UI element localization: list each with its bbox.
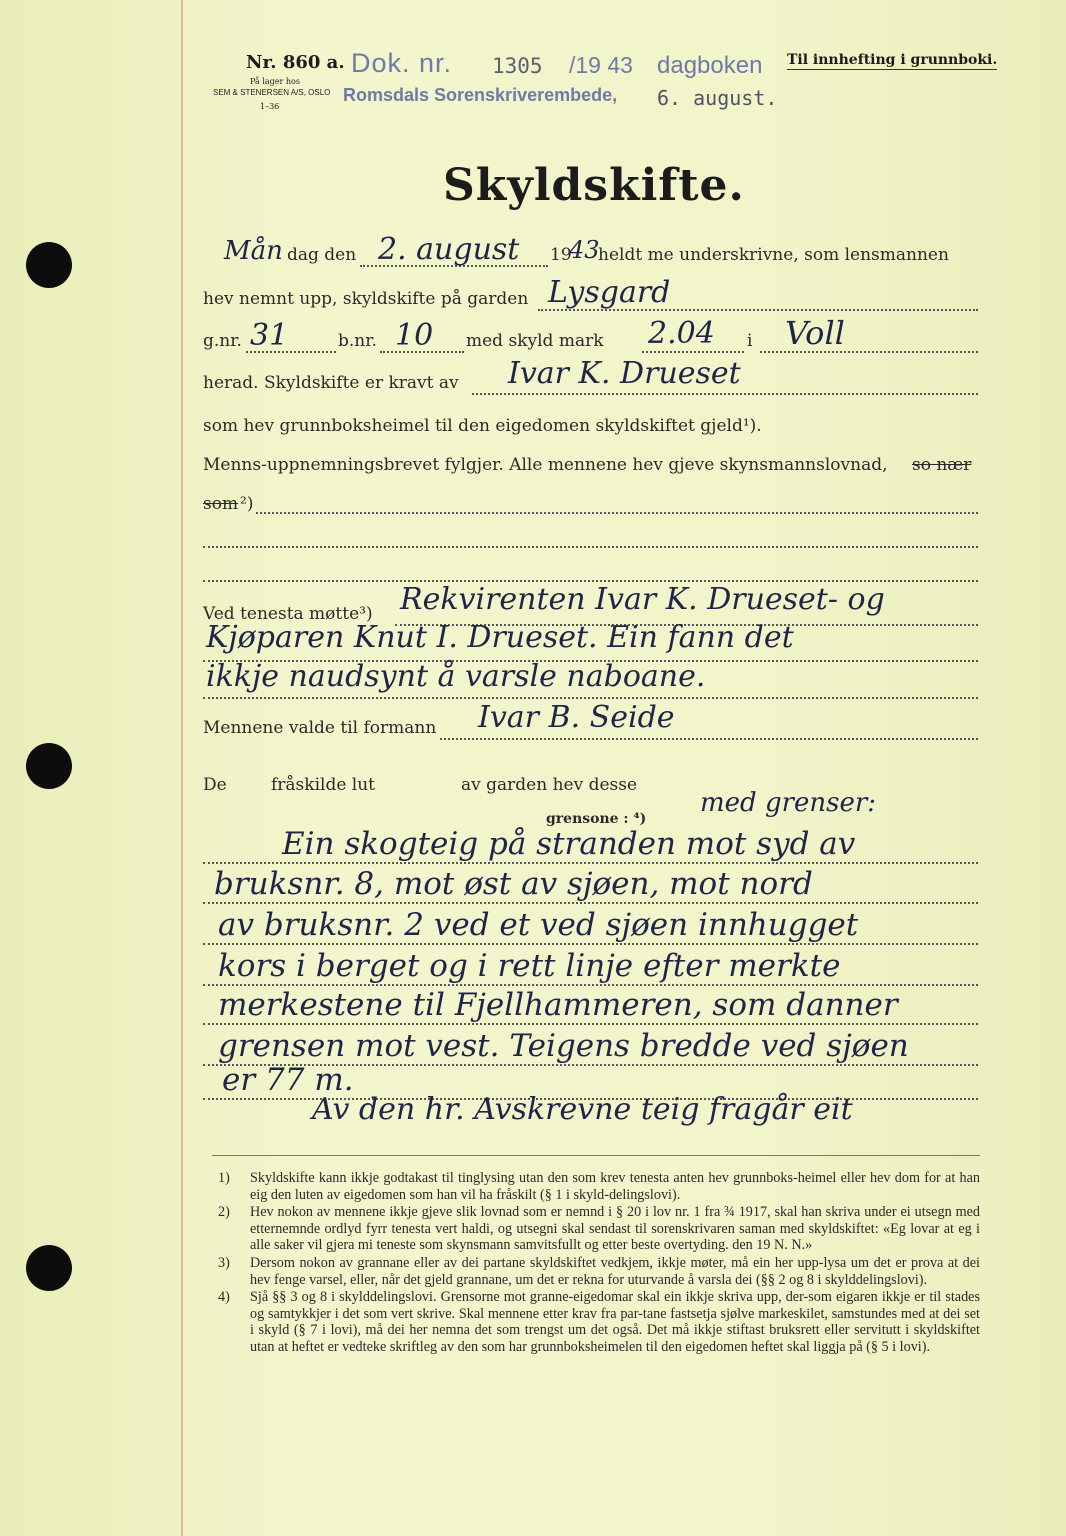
line6: Menns-uppnemningsbrevet fylgjer. Alle mennene hev gjeve skynsmannslovnad, [203, 455, 888, 475]
document-title: Skyldskifte. [443, 160, 745, 211]
last-hand-line: Av den hr. Avskrevne teig fragår eit [312, 1092, 853, 1127]
line1-rest: heldt me underskrivne, som lensmannen [598, 245, 949, 265]
herad-value: Voll [785, 314, 845, 352]
skyld-value: 2.04 [648, 316, 715, 351]
footnote-text: Hev nokon av mennene ikkje gjeve slik lovnad som er nemnd i § 20 i lov nr. 1 fra ¾ 1917, skal han skriva under ei utsegn med etternemnde ordlyd fyrr tenesta vert haldi, og utsegni skal sendast til sorenskrivaren saman med skyldskiftet: «Eg lovar at eg i alle saker vil gjera mi teneste som skynsmann samvitsfullt og etter beste overtyding. den 19 N. N.» [250, 1204, 980, 1254]
publisher-line-1: På lager hos [250, 77, 300, 86]
herad-label: herad. Skyldskifte er kravt av [203, 373, 459, 393]
bnr-label: b.nr. [338, 331, 377, 351]
line7-struck: som [203, 494, 239, 514]
publisher-line-2: SEM & STENERSEN A/S, OSLO [213, 88, 331, 97]
stamp-office: Romsdals Sorenskriverembede, [343, 85, 618, 105]
meeting-date: 2. august [378, 232, 520, 267]
boundary-ruling [203, 943, 978, 945]
binding-note: Til innhefting i grunnboki. [787, 52, 998, 68]
boundary-line: av bruksnr. 2 ved et ved sjøen innhugget [218, 907, 859, 943]
footnote-number: 1) [218, 1170, 230, 1186]
attend-label: Ved tenesta møtte³) [203, 604, 373, 624]
requester-name: Ivar K. Drueset [508, 356, 741, 391]
punch-hole-bottom [26, 1245, 72, 1291]
footnote [218, 1289, 980, 1355]
requester-line [472, 393, 978, 395]
stamp-dagbok: dagboken [657, 52, 763, 79]
footnote-text: Sjå §§ 3 og 8 i skylddelingslovi. Grensorne mot granne-eigedomar skal ein ikkje skriva upp, der-som eigaren ikkje er til stades og samtykkjer i det som vert skrive. Skal mennene etter krav fra par-tane fastsetja sjølve markeskilet, samstundes med at dei set i skyld (§ 7 i lovi), må dei her nemna det som trengst um det også. Det må ikkje stiftast bruksrett eller servitutt i skyldskiftet utan at heftet er vedteke skriftleg av den som har grunnboksheimelen til den eigedomen heftet skal liggja på (§ 5 i lovi). [250, 1289, 980, 1355]
footnote [218, 1255, 980, 1288]
blank-line-2 [203, 546, 978, 548]
publisher-line-3: 1–36 [260, 102, 280, 111]
boundary-line: Ein skogteig på stranden mot syd av [282, 826, 856, 862]
attend-line-3 [203, 697, 978, 699]
line5: som hev grunnboksheimel til den eigedomen skyldskiftet gjeld¹). [203, 416, 762, 436]
de-label: De [203, 775, 227, 795]
year-prefix: 19 [550, 245, 572, 265]
boundary-line: kors i berget og i rett linje efter merkte [218, 948, 841, 984]
chair-label: Mennene valde til formann [203, 718, 437, 738]
stamp-document-number: 1305 [492, 54, 543, 78]
boundary-line: bruksnr. 8, mot øst av sjøen, mot nord [214, 866, 813, 902]
chair-line [440, 738, 978, 740]
stamp-dok-label: Dok. nr. [351, 48, 453, 78]
bnr-value: 10 [395, 318, 434, 353]
fraskilde-label: fråskilde lut [271, 775, 376, 795]
footnote-text: Skyldskifte kann ikkje godtakast til tinglysing utan den som krev tenesta anten hev grunnboks-heimel eller hev dom for at han eig den luten av eigedomen som han vil ha fråskilt (§ 1 i skyld-delingslovi). [250, 1170, 980, 1203]
line2-label: hev nemnt upp, skyldskifte på garden [203, 289, 529, 309]
attend-line-2-text: Kjøparen Knut I. Drueset. Ein fann det [206, 620, 794, 655]
footnote-number: 2) [218, 1204, 230, 1221]
boundary-line: merkestene til Fjellhammeren, som danner [218, 987, 898, 1023]
footnotes [218, 1170, 980, 1357]
footnote [218, 1170, 980, 1203]
grensone-hand: med grenser: [700, 788, 877, 818]
farm-name: Lysgard [548, 275, 671, 310]
line6-struck: so nær [912, 455, 972, 475]
form-number: Nr. 860 a. [246, 52, 345, 73]
stamp-date: 6. august. [657, 86, 778, 110]
blank-line-1 [256, 512, 978, 514]
day-prefix: Mån [224, 236, 283, 266]
footnote-number: 3) [218, 1254, 230, 1271]
boundary-line: er 77 m. [222, 1062, 354, 1098]
skyld-label: med skyld mark [466, 331, 604, 351]
footnote-separator [212, 1155, 980, 1156]
punch-hole-top [26, 242, 72, 288]
punch-hole-middle [26, 743, 72, 789]
attend-line-3-text: ikkje naudsynt å varsle naboane. [206, 659, 706, 694]
year-written: 43 [569, 236, 600, 264]
boundary-ruling [203, 902, 978, 904]
gnr-value: 31 [250, 318, 289, 353]
line7-sup: ²) [240, 494, 254, 514]
chair-value: Ivar B. Seide [478, 700, 675, 735]
grensone-label: grensone : ⁴) [546, 811, 647, 827]
garden-label: av garden hev desse [461, 775, 638, 795]
footnote-number: 4) [218, 1289, 230, 1306]
attend-line-1-text: Rekvirenten Ivar K. Drueset- og [400, 582, 885, 617]
boundary-line: grensen mot vest. Teigens bredde ved sjøen [218, 1028, 909, 1064]
boundary-ruling [203, 984, 978, 986]
day-suffix-label: dag den [287, 245, 357, 265]
margin-line [181, 0, 183, 1536]
stamp-year: /19 43 [569, 52, 633, 78]
footnote [218, 1204, 980, 1254]
i-label: i [747, 331, 753, 351]
gnr-label: g.nr. [203, 331, 242, 351]
boundary-ruling [203, 1023, 978, 1025]
footnote-text: Dersom nokon av grannane eller av dei partane skyldskiftet vedkjem, ikkje møter, må ein her upp-lysa um det er prova at dei hev fenge varsel, eller, når det gjeld grannane, um det er rekna for uturvande å varsla dei (§§ 2 og 8 i skylddelingslovi). [250, 1254, 980, 1288]
skyld-line [642, 351, 744, 353]
boundary-ruling [203, 862, 978, 864]
